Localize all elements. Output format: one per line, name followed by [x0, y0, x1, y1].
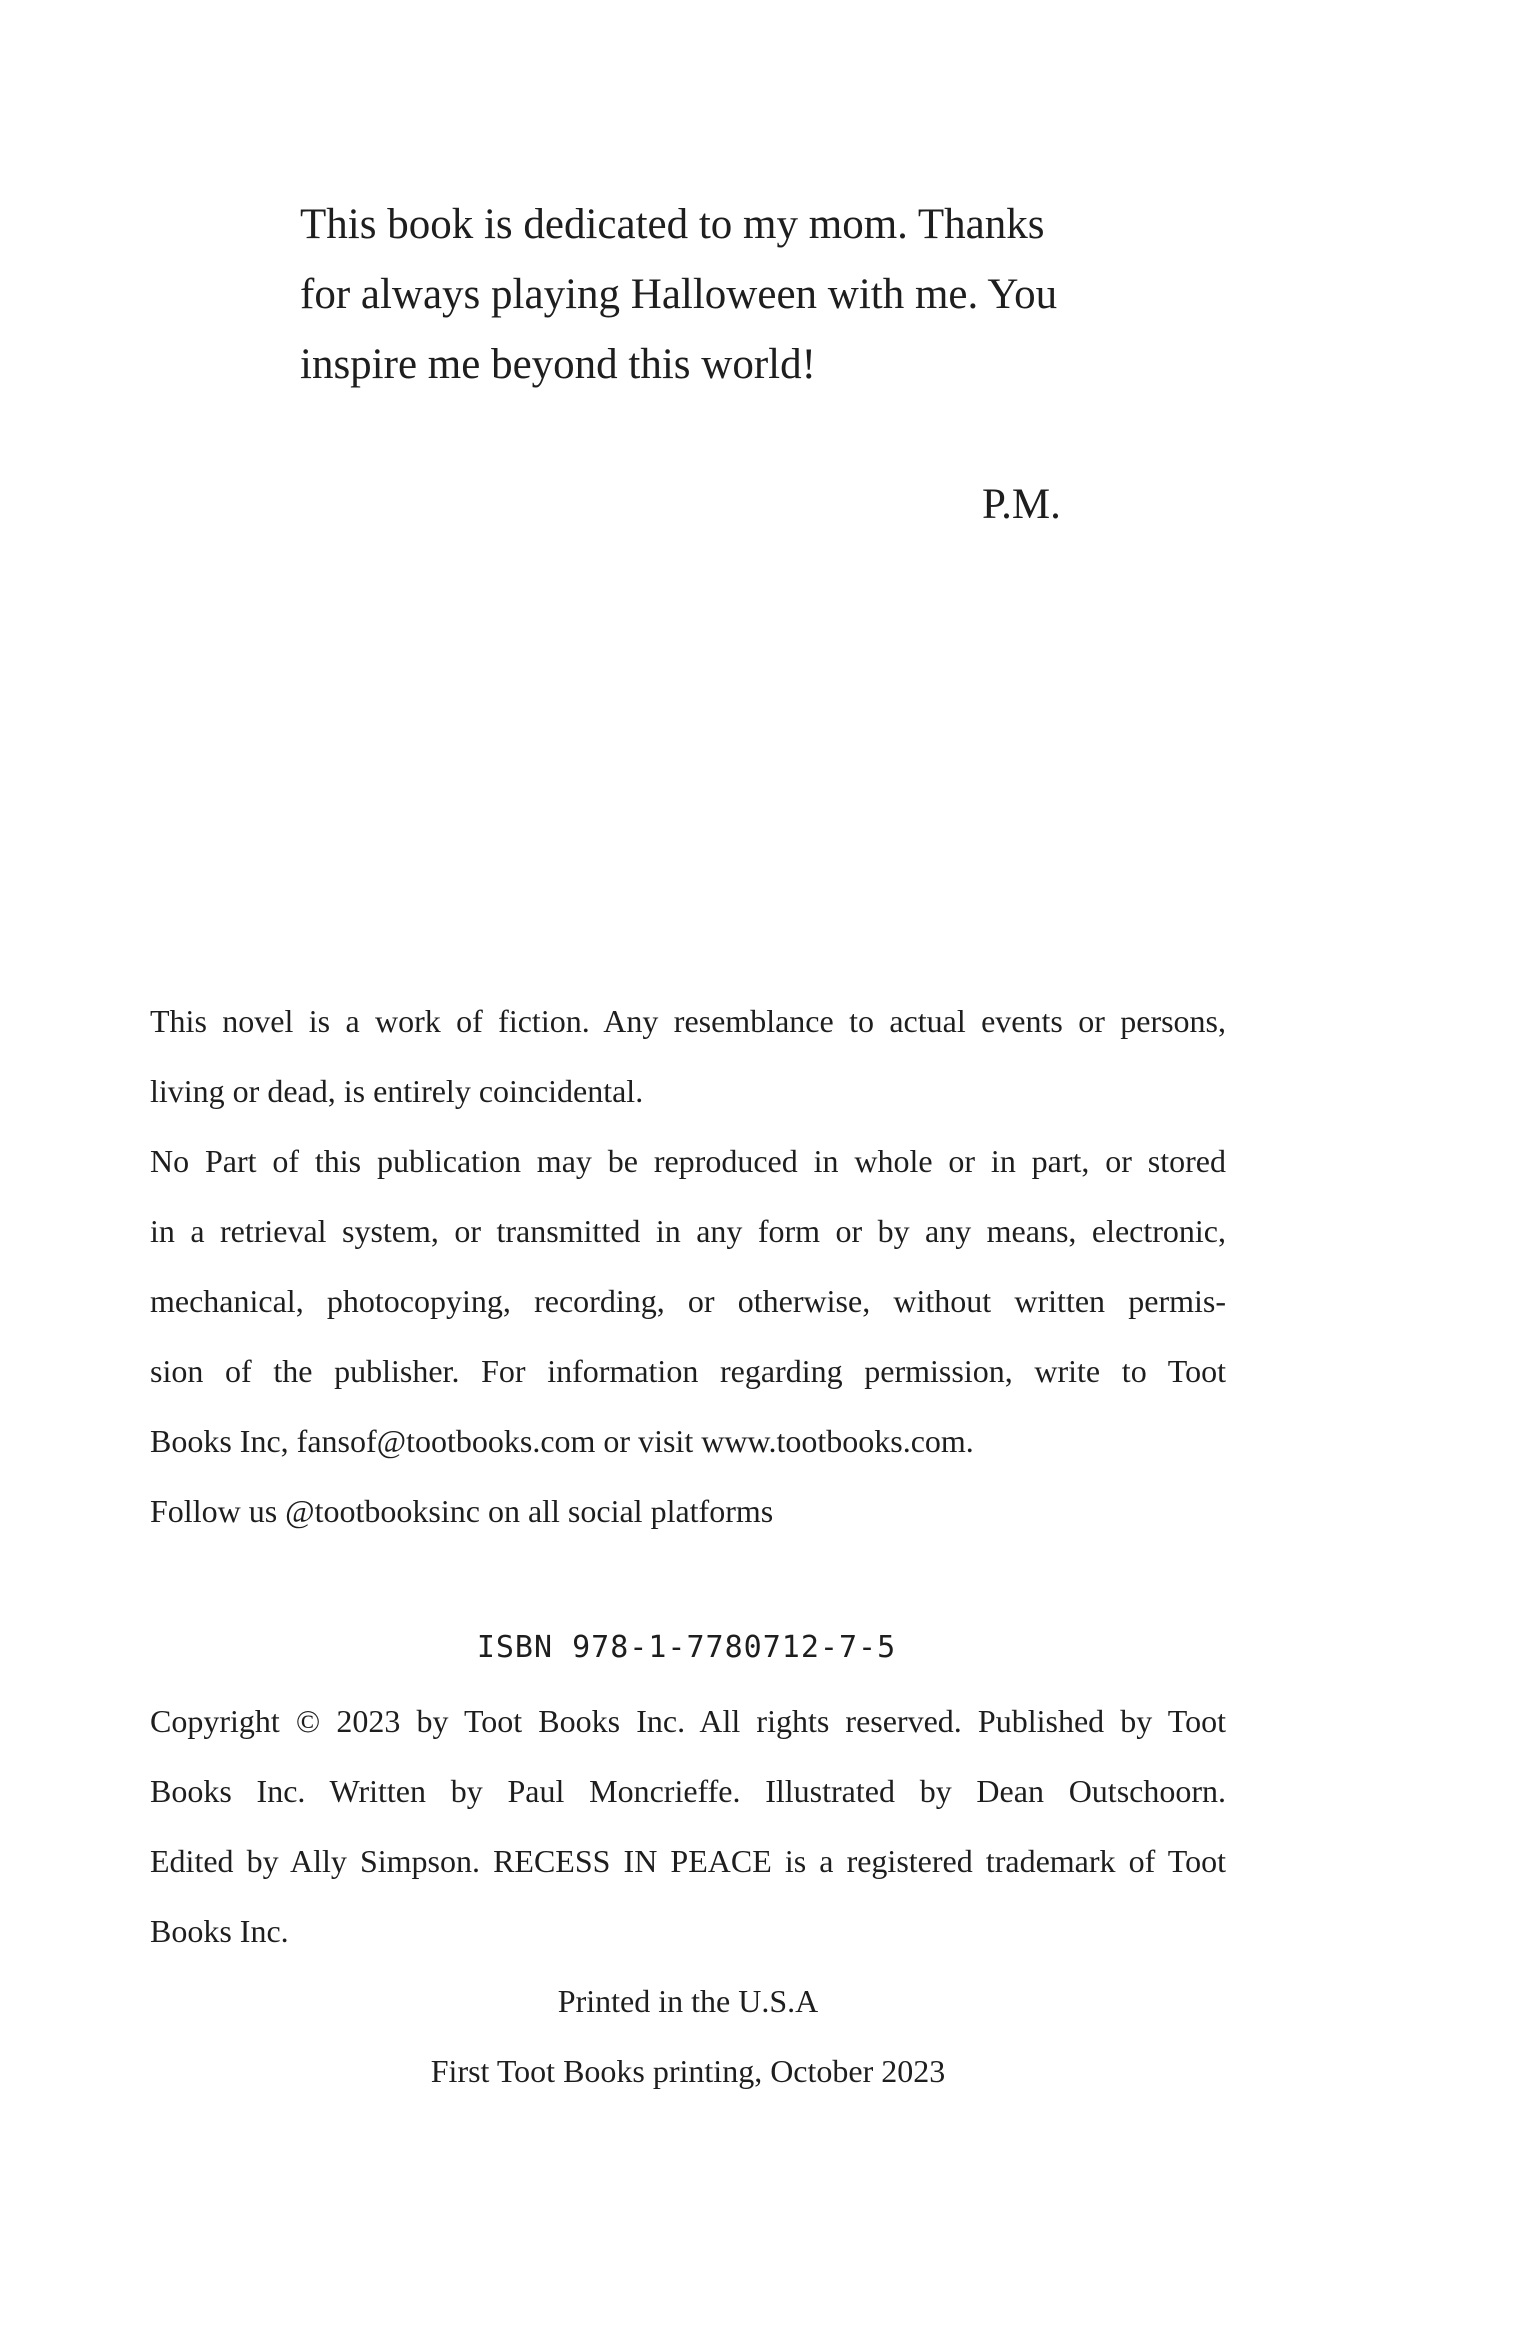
- copyright-line: Copyright © 2023 by Toot Books Inc. All rights reserved. Published by Toot: [150, 1703, 1226, 1739]
- legal-line: in a retrieval system, or transmitted in any form or by any means, electronic,: [150, 1213, 1226, 1249]
- legal-line: Follow us @tootbooksinc on all social platforms: [150, 1493, 774, 1529]
- copyright-notice: [150, 1686, 1226, 1966]
- copyright-line: Edited by Ally Simpson. RECESS IN PEACE is a registered trademark of Toot: [150, 1843, 1226, 1879]
- legal-line: This novel is a work of fiction. Any resemblance to actual events or persons,: [150, 1003, 1226, 1039]
- dedication-signature: P.M.: [982, 481, 1061, 528]
- dedication-line: inspire me beyond this world!: [300, 341, 816, 388]
- copyright-line: Books Inc.: [150, 1913, 289, 1949]
- copyright-line: Books Inc. Written by Paul Moncrieffe. Illustrated by Dean Outschoorn.: [150, 1773, 1226, 1809]
- printed-country: Printed in the U.S.A: [557, 1983, 819, 2019]
- dedication-line: This book is dedicated to my mom. Thanks: [300, 201, 1045, 248]
- dedication-line: for always playing Halloween with me. You: [300, 271, 1058, 318]
- legal-notice: [150, 986, 1226, 1546]
- legal-line: Books Inc, fansof@tootbooks.com or visit www.tootbooks.com.: [150, 1423, 974, 1459]
- printing-edition: First Toot Books printing, October 2023: [430, 2053, 946, 2089]
- legal-line: sion of the publisher. For information regarding permission, write to Toot: [150, 1353, 1226, 1389]
- legal-line: mechanical, photocopying, recording, or otherwise, without written permis-: [150, 1283, 1226, 1319]
- legal-line: No Part of this publication may be reproduced in whole or in part, or stored: [150, 1143, 1226, 1179]
- legal-line: living or dead, is entirely coincidental.: [150, 1073, 644, 1109]
- dedication-block: [300, 190, 1100, 400]
- isbn-number: ISBN 978-1-7780712-7-5: [476, 1630, 897, 1665]
